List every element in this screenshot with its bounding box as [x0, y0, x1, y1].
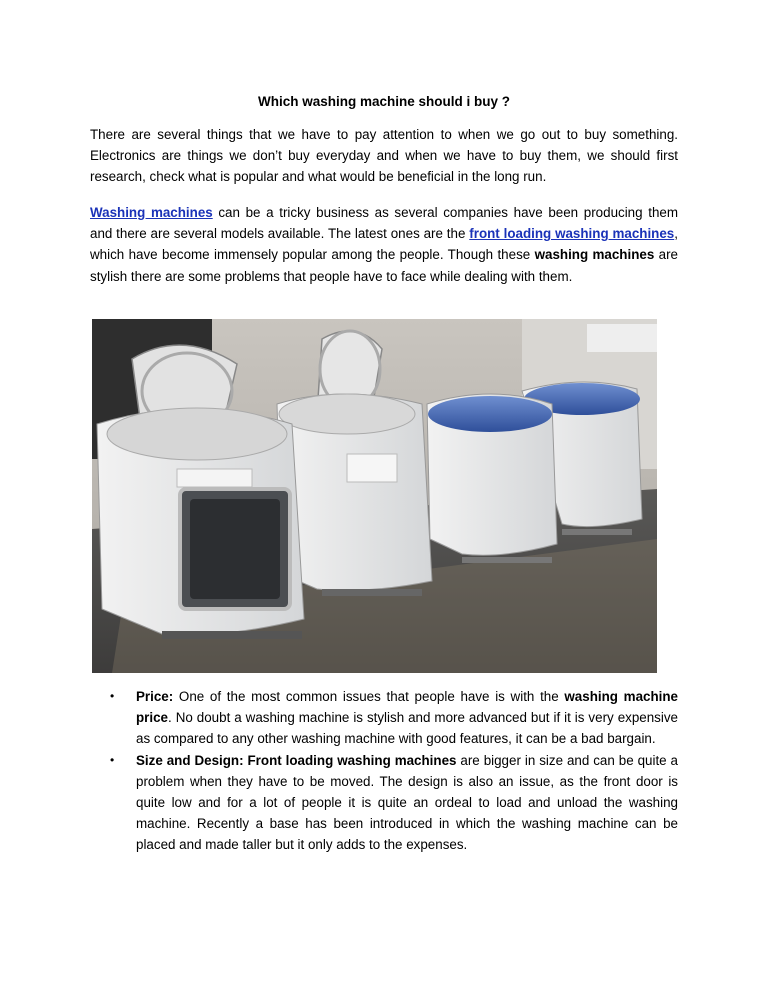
size-design-label: Size and Design: Front loading washing machines: [136, 752, 457, 768]
list-item-size-design: [90, 750, 678, 856]
washing-machines-link[interactable]: Washing machines: [90, 205, 213, 220]
document-title: Which washing machine should i buy ?: [257, 94, 511, 109]
para2-text-2: , which have become immensely popular among the people. Though these: [90, 226, 678, 263]
bullet-glyph: •: [110, 752, 115, 767]
bullet-glyph: •: [110, 689, 115, 703]
washing-machine-3: [427, 394, 557, 563]
para2-text-1: can be a tricky business as several companies have been producing them and there are several models available. The latest ones are the: [90, 205, 678, 242]
intro-paragraph: There are several things that we have to pay attention to when we go out to buy something. Electronics are things we don’t buy everyday and when we have to buy them, we should first research, check what is popular and what would be beneficial in the long run.: [90, 127, 678, 185]
issues-list: [90, 686, 678, 856]
price-text-1: One of the most common issues that people have is with the: [173, 689, 565, 704]
washing-machines-photo: [92, 319, 657, 673]
price-bold-term: washing machine price: [136, 689, 678, 726]
front-loading-link[interactable]: front loading washing machines: [469, 226, 675, 242]
para2-bold-term: washing machines: [534, 247, 655, 263]
price-text-2: . No doubt a washing machine is stylish and more advanced but if it is very expensive as compared to any other washing machine with good features, it can be a bad bargain.: [136, 710, 678, 747]
para2-text-3: are stylish there are some problems that people have to face while dealing with them.: [90, 247, 678, 284]
size-design-text: are bigger in size and can be quite a problem when they have to be moved. The design is also an issue, as the front door is quite low and for a lot of people it is quite an ordeal to load and unload the washing machine. Recently a base has been introduced in which the washing machine can be placed and made taller but it only adds to the expenses.: [136, 752, 678, 853]
washing-machines-paragraph: [90, 202, 678, 287]
list-item-price: [90, 686, 678, 750]
price-label: Price:: [136, 689, 174, 704]
